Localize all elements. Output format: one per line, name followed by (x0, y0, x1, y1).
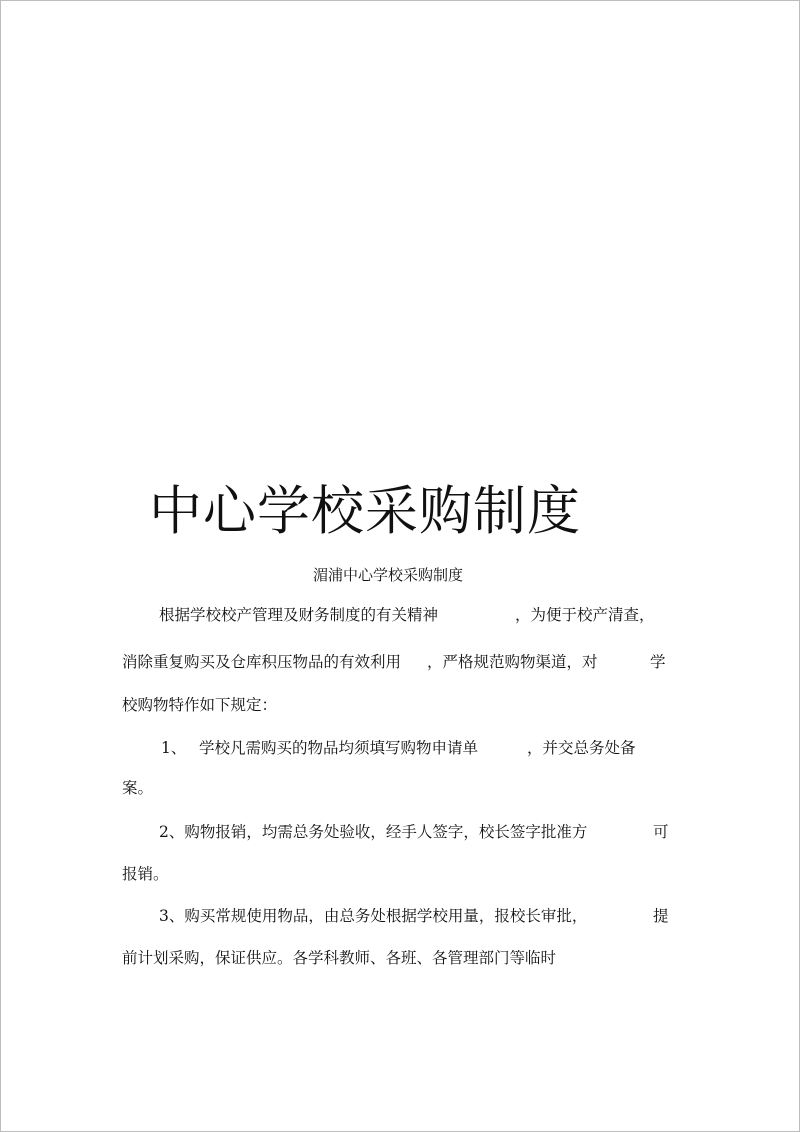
item-1-number: 1、 (161, 739, 187, 757)
item-1-line-2 (1, 777, 799, 799)
intro-line-2-text-a: 消除重复购买及仓库积压物品的有效利用 (122, 653, 402, 671)
intro-line-2-text-b: ，严格规范购物渠道，对 (427, 653, 598, 671)
item-2-text-c: 报销。 (122, 865, 169, 883)
item-1-text-c: 案。 (122, 779, 154, 797)
document-title: 中心学校采购制度 (149, 481, 581, 542)
document-subtitle: 湄浦中心学校采购制度 (313, 566, 464, 584)
item-3-text-a: 3、购买常规使用物品，由总务处根据学校用量，报校长审批， (159, 907, 588, 925)
intro-line-1 (1, 604, 799, 626)
item-2-line-1 (1, 821, 799, 843)
item-3-line-2 (1, 947, 799, 969)
intro-line-1-text-b: ，为便于校产清查， (515, 606, 655, 624)
item-2-text-a: 2、购物报销，均需总务处验收，经手人签字，校长签字批准方 (159, 823, 588, 841)
intro-line-2 (1, 651, 799, 673)
item-3-text-b: 提 (653, 907, 669, 925)
item-2-line-2 (1, 863, 799, 885)
item-3-text-c: 前计划采购，保证供应。各学科教师、各班、各管理部门等临时 (122, 949, 557, 967)
intro-line-3 (1, 694, 799, 716)
intro-line-3-text: 校购物特作如下规定： (122, 696, 278, 714)
item-2-text-b: 可 (653, 823, 669, 841)
item-1-line-1 (1, 737, 799, 759)
intro-line-1-text-a: 根据学校校产管理及财务制度的有关精神 (159, 606, 439, 624)
item-3-line-1 (1, 905, 799, 927)
intro-line-2-text-c: 学 (650, 653, 666, 671)
item-1-text-a: 学校凡需购买的物品均须填写购物申请单 (199, 739, 479, 757)
item-1-text-b: ，并交总务处备 (527, 739, 636, 757)
